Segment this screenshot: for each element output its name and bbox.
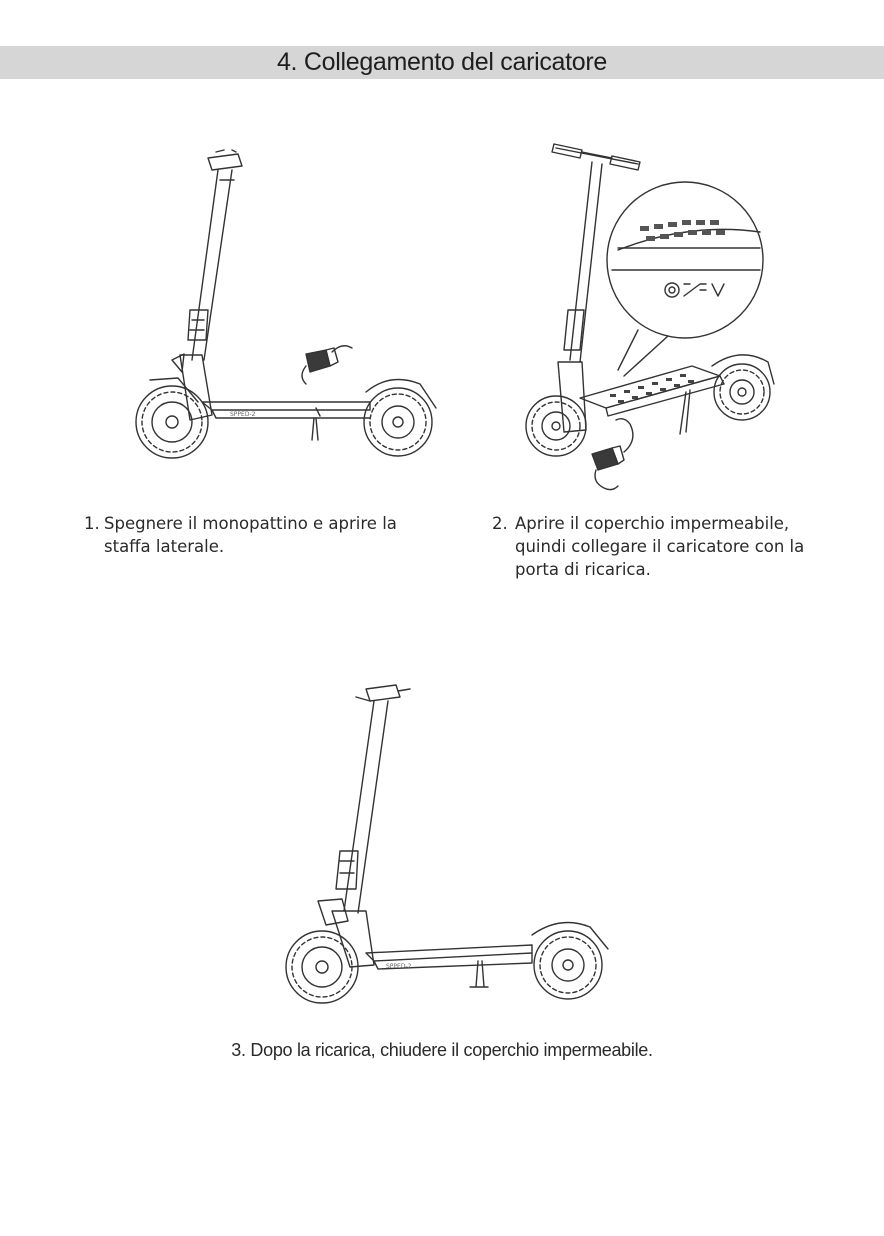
scooter-with-charger-illustration	[120, 140, 450, 470]
step-text-line: porta di ricarica.	[515, 560, 651, 579]
charging-port-detail-illustration	[520, 140, 780, 500]
step-1	[84, 512, 424, 562]
step-2	[492, 512, 852, 584]
step-text-line: Spegnere il monopattino e aprire la	[104, 514, 397, 533]
step-number: 2.	[492, 514, 508, 533]
step-3: 3. Dopo la ricarica, chiudere il coperchio impermeabile.	[231, 1040, 653, 1060]
step-text-line: quindi collegare il caricatore con la	[515, 537, 805, 556]
scooter-cover-closed-illustration	[270, 675, 620, 1015]
svg-text:SPPED-2: SPPED-2	[230, 411, 256, 418]
step-number: 1.	[84, 514, 100, 533]
svg-text:SPPED-2: SPPED-2	[386, 963, 412, 970]
section-header-bar	[0, 46, 884, 79]
step-text-line: staffa laterale.	[104, 537, 225, 556]
section-title: 4. Collegamento del caricatore	[276, 48, 608, 76]
step-text-line: Aprire il coperchio impermeabile,	[515, 514, 790, 533]
